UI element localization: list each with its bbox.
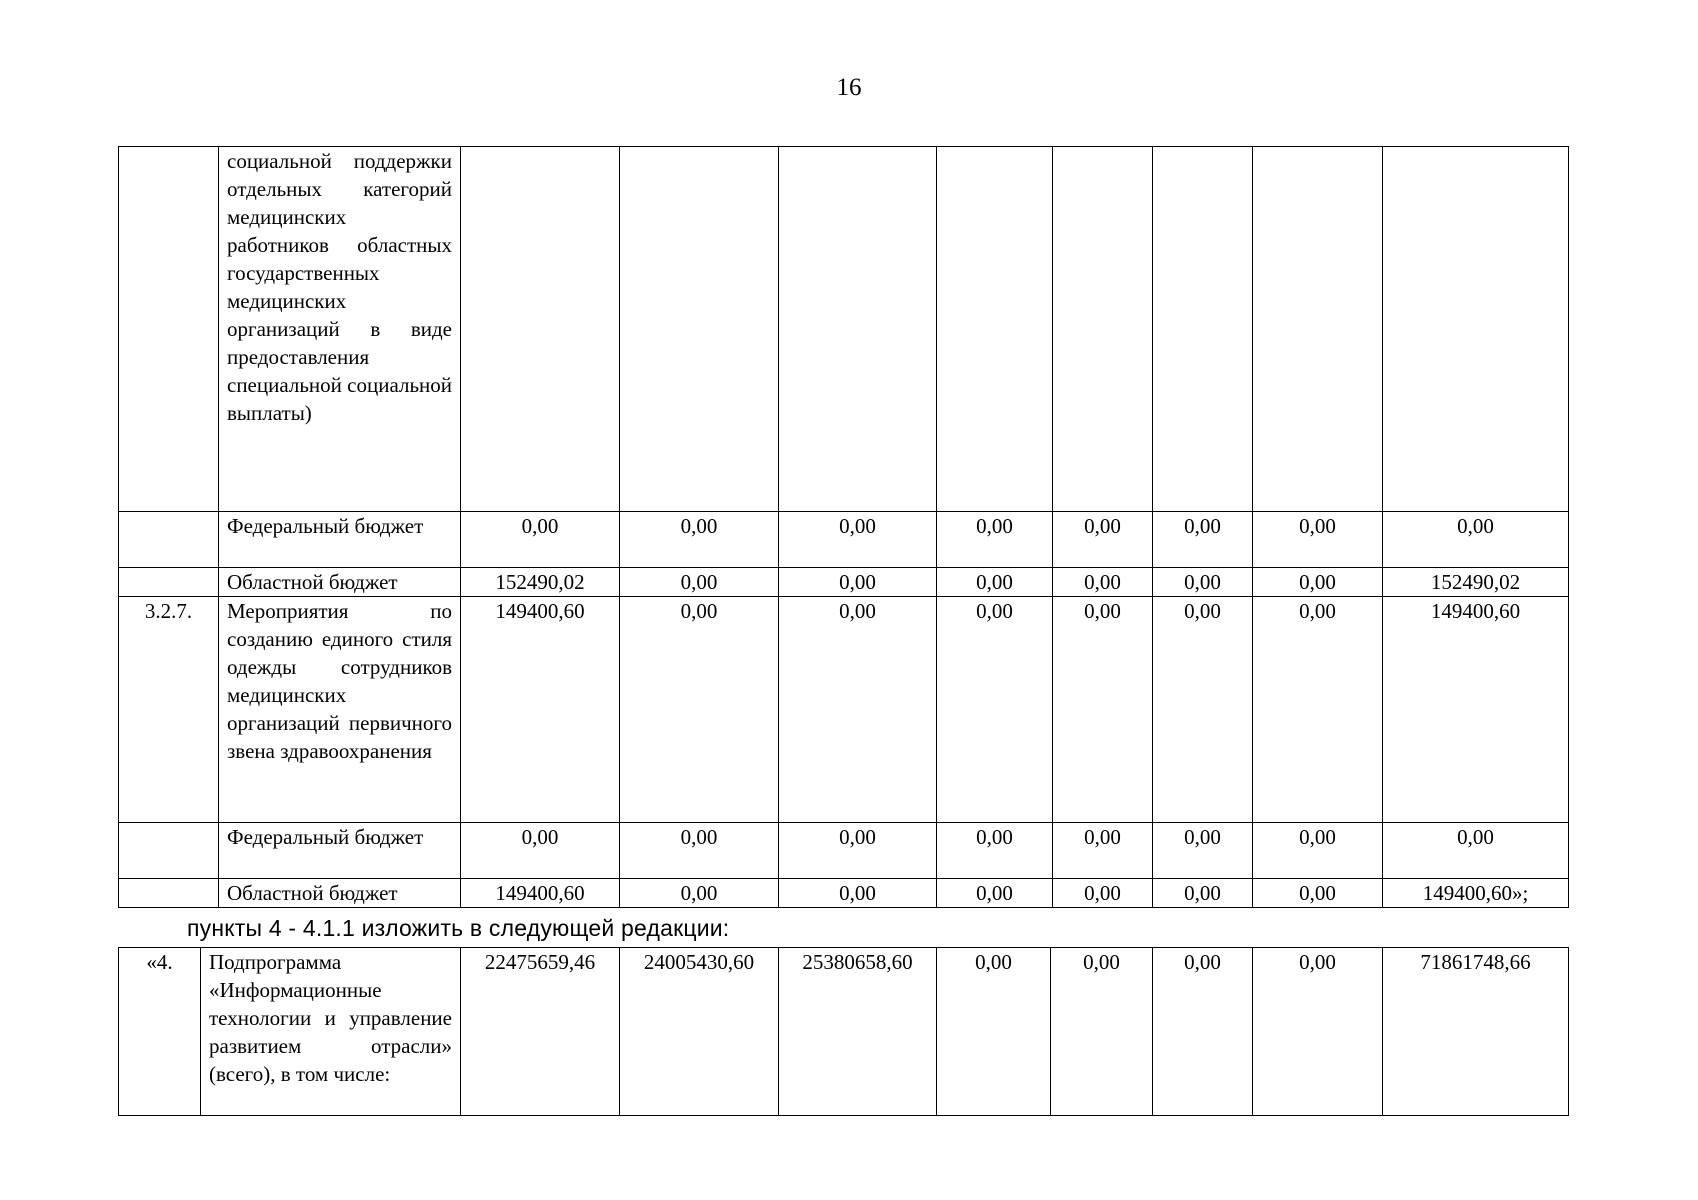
row-name-cell: Федеральный бюджет bbox=[219, 823, 461, 879]
row-name-cell: Подпрограмма «Информационные технологии и управление развитием отрасли» (всего), в том числе: bbox=[201, 948, 461, 1116]
value-cell: 152490,02 bbox=[1383, 568, 1569, 597]
value-cell: 0,00 bbox=[1053, 597, 1153, 823]
value-cell: 0,00 bbox=[1383, 823, 1569, 879]
table-row bbox=[119, 597, 1569, 823]
value-cell: 0,00 bbox=[779, 597, 937, 823]
value-cell bbox=[1053, 147, 1153, 512]
value-cell: 0,00 bbox=[461, 512, 620, 568]
value-cell: 149400,60»; bbox=[1383, 879, 1569, 908]
value-cell: 149400,60 bbox=[461, 597, 620, 823]
table-row bbox=[119, 147, 1569, 512]
value-cell: 0,00 bbox=[620, 568, 779, 597]
value-cell bbox=[779, 147, 937, 512]
value-cell: 149400,60 bbox=[1383, 597, 1569, 823]
value-cell bbox=[1253, 147, 1383, 512]
value-cell: 0,00 bbox=[779, 879, 937, 908]
table-row bbox=[119, 823, 1569, 879]
row-name-cell: социальной поддержки отдельных категорий медицинских работников областных государственных медицинских организаций в виде предоставления специальной социальной выплаты) bbox=[219, 147, 461, 512]
value-cell: 0,00 bbox=[1253, 948, 1383, 1116]
table-row bbox=[119, 948, 1569, 1116]
value-cell bbox=[461, 147, 620, 512]
value-cell: 22475659,46 bbox=[461, 948, 620, 1116]
table-row bbox=[119, 512, 1569, 568]
table-row bbox=[119, 568, 1569, 597]
value-cell: 0,00 bbox=[1153, 568, 1253, 597]
value-cell bbox=[1153, 147, 1253, 512]
value-cell: 0,00 bbox=[1053, 879, 1153, 908]
value-cell: 0,00 bbox=[1253, 879, 1383, 908]
row-number-cell bbox=[119, 879, 219, 908]
row-number-cell: «4. bbox=[119, 948, 201, 1116]
value-cell: 25380658,60 bbox=[779, 948, 937, 1116]
value-cell: 0,00 bbox=[1253, 823, 1383, 879]
value-cell bbox=[620, 147, 779, 512]
value-cell: 0,00 bbox=[937, 879, 1053, 908]
value-cell: 149400,60 bbox=[461, 879, 620, 908]
value-cell: 0,00 bbox=[620, 512, 779, 568]
row-number-cell bbox=[119, 568, 219, 597]
budget-table-continued bbox=[118, 146, 1569, 908]
value-cell bbox=[1383, 147, 1569, 512]
value-cell: 0,00 bbox=[461, 823, 620, 879]
value-cell: 0,00 bbox=[937, 823, 1053, 879]
value-cell: 0,00 bbox=[1153, 823, 1253, 879]
value-cell: 0,00 bbox=[620, 879, 779, 908]
value-cell bbox=[937, 147, 1053, 512]
value-cell: 0,00 bbox=[1153, 948, 1253, 1116]
value-cell: 0,00 bbox=[937, 948, 1051, 1116]
page-number: 16 bbox=[836, 74, 862, 101]
value-cell: 0,00 bbox=[937, 512, 1053, 568]
value-cell: 152490,02 bbox=[461, 568, 620, 597]
row-name-cell: Федеральный бюджет bbox=[219, 512, 461, 568]
amendment-note: пункты 4 - 4.1.1 изложить в следующей редакции: bbox=[187, 915, 730, 941]
value-cell: 0,00 bbox=[1253, 568, 1383, 597]
value-cell: 0,00 bbox=[1053, 568, 1153, 597]
value-cell: 24005430,60 bbox=[620, 948, 779, 1116]
table2-body bbox=[119, 948, 1569, 1116]
value-cell: 0,00 bbox=[1253, 597, 1383, 823]
value-cell: 0,00 bbox=[779, 512, 937, 568]
value-cell: 0,00 bbox=[1051, 948, 1153, 1116]
value-cell: 0,00 bbox=[779, 823, 937, 879]
row-number-cell bbox=[119, 147, 219, 512]
value-cell: 0,00 bbox=[1153, 512, 1253, 568]
value-cell: 0,00 bbox=[1153, 879, 1253, 908]
table1-body bbox=[119, 147, 1569, 908]
value-cell: 0,00 bbox=[1383, 512, 1569, 568]
value-cell: 0,00 bbox=[1053, 512, 1153, 568]
value-cell: 0,00 bbox=[1253, 512, 1383, 568]
value-cell: 0,00 bbox=[620, 597, 779, 823]
row-name-cell: Областной бюджет bbox=[219, 879, 461, 908]
row-number-cell: 3.2.7. bbox=[119, 597, 219, 823]
row-number-cell bbox=[119, 823, 219, 879]
value-cell: 0,00 bbox=[1053, 823, 1153, 879]
budget-table-subprogram-4 bbox=[118, 947, 1569, 1116]
row-number-cell bbox=[119, 512, 219, 568]
value-cell: 0,00 bbox=[779, 568, 937, 597]
row-name-cell: Мероприятия по созданию единого стиля одежды сотрудников медицинских организаций первичного звена здравоохранения bbox=[219, 597, 461, 823]
value-cell: 0,00 bbox=[620, 823, 779, 879]
value-cell: 0,00 bbox=[937, 597, 1053, 823]
value-cell: 71861748,66 bbox=[1383, 948, 1569, 1116]
value-cell: 0,00 bbox=[937, 568, 1053, 597]
table-row bbox=[119, 879, 1569, 908]
value-cell: 0,00 bbox=[1153, 597, 1253, 823]
row-name-cell: Областной бюджет bbox=[219, 568, 461, 597]
